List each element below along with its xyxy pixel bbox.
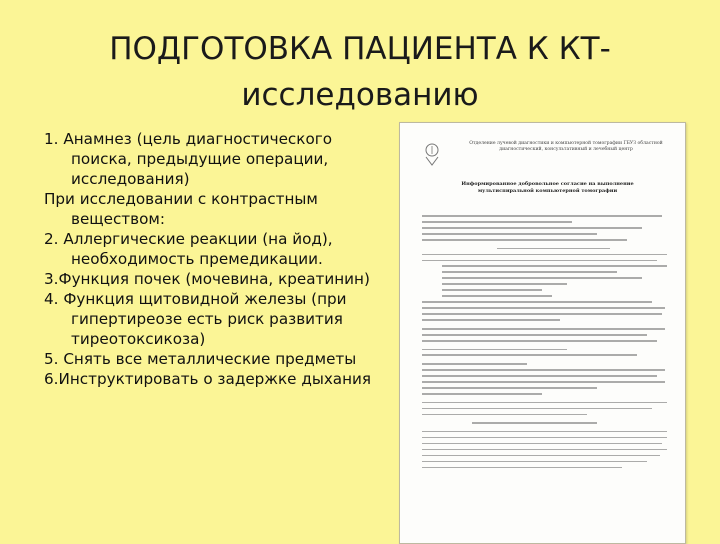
list-item: 2. Аллергические реакции (на йод), необходимость премедикации. <box>44 230 333 268</box>
document-body-lines <box>422 215 672 473</box>
document-header: Отделение лучевой диагностики и компьютерной томографии ГБУЗ областной диагностический, консультативный и лечебный центр <box>469 141 663 152</box>
clinic-logo-icon <box>422 141 442 167</box>
list-item: 3.Функция почек (мочевина, креатинин) <box>44 270 370 288</box>
list-item: 4. Функция щитовидной железы (при гипертиреозе есть риск развития тиреотоксикоза) <box>44 290 347 348</box>
slide-title-text: ПОДГОТОВКА ПАЦИЕНТА К КТ-исследованию <box>109 31 611 113</box>
list-item: При исследовании с контрастным веществом: <box>44 190 318 228</box>
list-item: 6.Инструктировать о задержке дыхания <box>44 370 372 388</box>
preparation-list <box>44 129 392 389</box>
list-item: 1. Анамнез (цель диагностического поиска, предыдущие операции, исследования) <box>44 130 333 188</box>
list-item: 5. Снять все металлические предметы <box>44 350 357 368</box>
slide-title <box>60 26 660 118</box>
document-title: Информированное добровольное согласие на выполнение мультиспиральной компьютерной томографии <box>461 181 634 194</box>
consent-form-image <box>399 122 686 544</box>
